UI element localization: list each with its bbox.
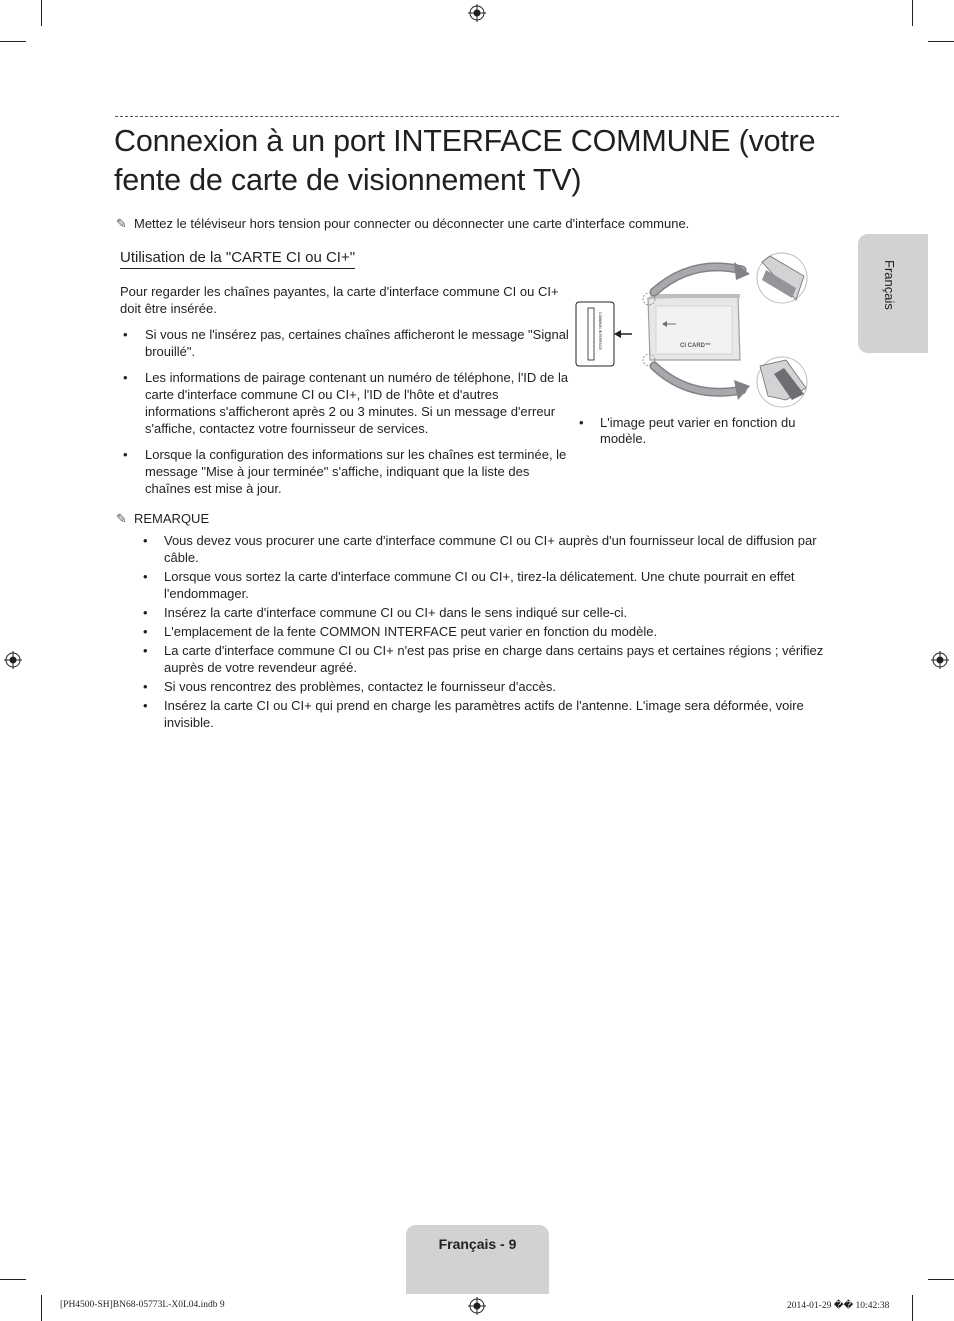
page-number-label: Français - 9 xyxy=(438,1236,517,1252)
list-item: • Les informations de pairage contenant un numéro de téléphone, l'ID de la carte d'interface commune CI ou CI+, l'ID de l'hôte et d'autres informations s'afficheront après 2 ou 3 minutes. Si un message d'erreur s'affiche, contactez votre fournisseur de services. xyxy=(120,369,570,437)
print-slug-filename: [PH4500-SH]BN68-05773L-X0L04.indb 9 xyxy=(60,1300,225,1310)
top-note-text: Mettez le téléviseur hors tension pour connecter ou déconnecter une carte d'interface commune. xyxy=(134,216,690,231)
registration-mark-icon xyxy=(468,1297,486,1315)
remark-heading xyxy=(116,511,209,527)
slot-label: COMMON INTERFACE xyxy=(598,312,602,350)
list-item: • Lorsque la configuration des informations sur les chaînes est terminée, le message "Mise à jour terminée" s'affiche, indiquant que la liste des chaînes est mise à jour. xyxy=(120,446,570,497)
pencil-note-icon: ✎ xyxy=(116,216,127,231)
crop-mark xyxy=(928,1279,954,1280)
list-item: • Vous devez vous procurer une carte d'interface commune CI ou CI+ auprès d'un fournisseur local de diffusion par câble. xyxy=(140,532,840,566)
crop-mark xyxy=(41,0,42,26)
registration-mark-icon xyxy=(931,651,949,669)
list-item: • La carte d'interface commune CI ou CI+ n'est pas prise en charge dans certains pays et certaines régions ; vérifiez auprès de votre revendeur agréé. xyxy=(140,642,840,676)
section-heading: Utilisation de la "CARTE CI ou CI+" xyxy=(120,249,355,269)
crop-mark xyxy=(0,1279,26,1280)
illustration-caption-list xyxy=(578,415,818,447)
registration-mark-icon xyxy=(4,651,22,669)
section-bullet-list xyxy=(120,326,570,506)
list-item: • L'image peut varier en fonction du modèle. xyxy=(578,415,818,447)
remark-heading-text: REMARQUE xyxy=(134,511,210,526)
crop-mark xyxy=(41,1295,42,1321)
print-slug-timestamp: 2014-01-29 �� 10:42:38 xyxy=(787,1301,890,1311)
list-item: • L'emplacement de la fente COMMON INTERFACE peut varier en fonction du modèle. xyxy=(140,623,840,640)
language-side-tab xyxy=(858,234,928,353)
list-item: • Insérez la carte d'interface commune CI ou CI+ dans le sens indiqué sur celle-ci. xyxy=(140,604,840,621)
title-dashed-rule xyxy=(115,116,839,117)
crop-mark xyxy=(912,1295,913,1321)
list-item: • Si vous ne l'insérez pas, certaines chaînes afficheront le message "Signal brouillé". xyxy=(120,326,570,360)
page-title: Connexion à un port INTERFACE COMMUNE (votre fente de carte de visionnement TV) xyxy=(114,124,816,197)
registration-mark-icon xyxy=(468,4,486,22)
card-label: CI CARD™ xyxy=(680,343,711,349)
crop-mark xyxy=(912,0,913,26)
ci-card-illustration xyxy=(572,248,812,412)
page-number-tab xyxy=(406,1225,549,1294)
crop-mark xyxy=(928,41,954,42)
crop-mark xyxy=(0,41,26,42)
remark-list xyxy=(140,532,840,733)
list-item: • Insérez la carte CI ou CI+ qui prend en charge les paramètres actifs de l'antenne. L'image sera déformée, voire invisible. xyxy=(140,697,840,731)
list-item: • Si vous rencontrez des problèmes, contactez le fournisseur d'accès. xyxy=(140,678,840,695)
top-note xyxy=(116,216,689,232)
language-side-tab-label: Français xyxy=(882,260,897,310)
pencil-note-icon: ✎ xyxy=(116,511,127,526)
list-item: • Lorsque vous sortez la carte d'interface commune CI ou CI+, tirez-la délicatement. Une chute pourrait en effet l'endommager. xyxy=(140,568,840,602)
section-intro: Pour regarder les chaînes payantes, la carte d'interface commune CI ou CI+ doit être insérée. xyxy=(120,284,559,316)
